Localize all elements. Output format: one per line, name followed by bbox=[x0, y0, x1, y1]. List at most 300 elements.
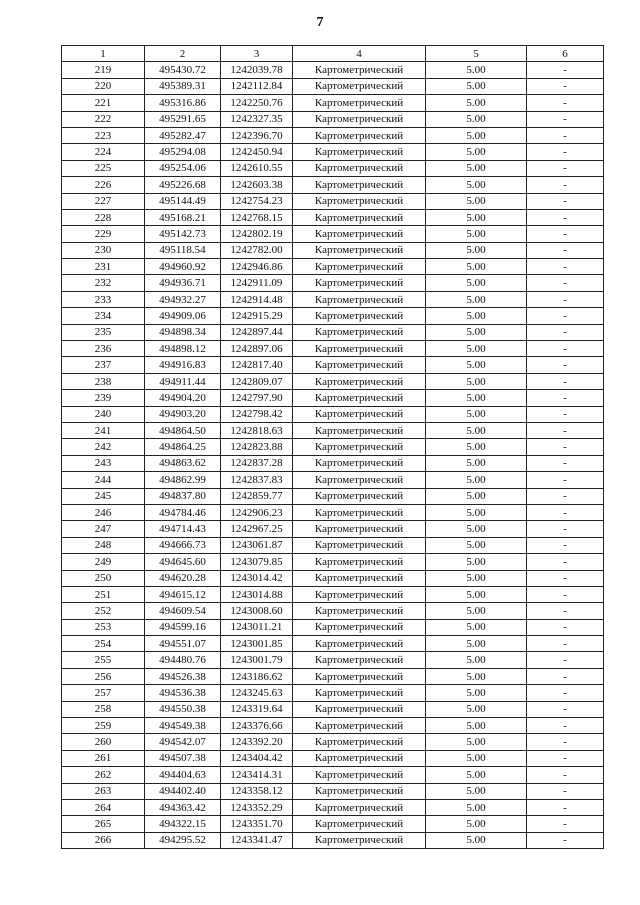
method-cell: Картометрический bbox=[293, 275, 426, 291]
method-cell: Картометрический bbox=[293, 701, 426, 717]
table-row bbox=[62, 78, 604, 94]
description-cell: - bbox=[527, 62, 604, 78]
table-row bbox=[62, 554, 604, 570]
point-number-cell: 239 bbox=[62, 390, 145, 406]
accuracy-cell: 5.00 bbox=[426, 95, 527, 111]
description-cell: - bbox=[527, 767, 604, 783]
table-row bbox=[62, 144, 604, 160]
accuracy-cell: 5.00 bbox=[426, 160, 527, 176]
x-coordinate-cell: 494536.38 bbox=[145, 685, 221, 701]
table-row bbox=[62, 209, 604, 225]
accuracy-cell: 5.00 bbox=[426, 455, 527, 471]
accuracy-cell: 5.00 bbox=[426, 127, 527, 143]
point-number-cell: 223 bbox=[62, 127, 145, 143]
point-number-cell: 251 bbox=[62, 586, 145, 602]
accuracy-cell: 5.00 bbox=[426, 832, 527, 848]
table-row bbox=[62, 783, 604, 799]
table-row bbox=[62, 816, 604, 832]
method-cell: Картометрический bbox=[293, 570, 426, 586]
y-coordinate-cell: 1242112.84 bbox=[221, 78, 293, 94]
method-cell: Картометрический bbox=[293, 439, 426, 455]
y-coordinate-cell: 1243376.66 bbox=[221, 718, 293, 734]
description-cell: - bbox=[527, 357, 604, 373]
table-row bbox=[62, 586, 604, 602]
point-number-cell: 234 bbox=[62, 308, 145, 324]
x-coordinate-cell: 495291.65 bbox=[145, 111, 221, 127]
x-coordinate-cell: 494864.25 bbox=[145, 439, 221, 455]
method-cell: Картометрический bbox=[293, 209, 426, 225]
accuracy-cell: 5.00 bbox=[426, 504, 527, 520]
table-row bbox=[62, 259, 604, 275]
accuracy-cell: 5.00 bbox=[426, 586, 527, 602]
y-coordinate-cell: 1242906.23 bbox=[221, 504, 293, 520]
method-cell: Картометрический bbox=[293, 390, 426, 406]
accuracy-cell: 5.00 bbox=[426, 193, 527, 209]
method-cell: Картометрический bbox=[293, 177, 426, 193]
x-coordinate-cell: 494542.07 bbox=[145, 734, 221, 750]
y-coordinate-cell: 1242450.94 bbox=[221, 144, 293, 160]
accuracy-cell: 5.00 bbox=[426, 177, 527, 193]
accuracy-cell: 5.00 bbox=[426, 537, 527, 553]
table-row bbox=[62, 242, 604, 258]
y-coordinate-cell: 1242327.35 bbox=[221, 111, 293, 127]
accuracy-cell: 5.00 bbox=[426, 324, 527, 340]
y-coordinate-cell: 1243014.42 bbox=[221, 570, 293, 586]
coordinates-table bbox=[61, 45, 604, 849]
y-coordinate-cell: 1242914.48 bbox=[221, 291, 293, 307]
point-number-cell: 233 bbox=[62, 291, 145, 307]
x-coordinate-cell: 494551.07 bbox=[145, 636, 221, 652]
description-cell: - bbox=[527, 275, 604, 291]
y-coordinate-cell: 1242859.77 bbox=[221, 488, 293, 504]
description-cell: - bbox=[527, 226, 604, 242]
table-row bbox=[62, 570, 604, 586]
x-coordinate-cell: 494898.34 bbox=[145, 324, 221, 340]
table-row bbox=[62, 308, 604, 324]
table-row bbox=[62, 324, 604, 340]
method-cell: Картометрический bbox=[293, 422, 426, 438]
table-row bbox=[62, 767, 604, 783]
accuracy-cell: 5.00 bbox=[426, 144, 527, 160]
point-number-cell: 245 bbox=[62, 488, 145, 504]
x-coordinate-cell: 494862.99 bbox=[145, 472, 221, 488]
point-number-cell: 256 bbox=[62, 668, 145, 684]
table-row bbox=[62, 422, 604, 438]
point-number-cell: 219 bbox=[62, 62, 145, 78]
accuracy-cell: 5.00 bbox=[426, 422, 527, 438]
method-cell: Картометрический bbox=[293, 603, 426, 619]
point-number-cell: 226 bbox=[62, 177, 145, 193]
description-cell: - bbox=[527, 603, 604, 619]
x-coordinate-cell: 494898.12 bbox=[145, 341, 221, 357]
y-coordinate-cell: 1243001.79 bbox=[221, 652, 293, 668]
y-coordinate-cell: 1243014.88 bbox=[221, 586, 293, 602]
point-number-cell: 259 bbox=[62, 718, 145, 734]
accuracy-cell: 5.00 bbox=[426, 488, 527, 504]
description-cell: - bbox=[527, 160, 604, 176]
accuracy-cell: 5.00 bbox=[426, 652, 527, 668]
x-coordinate-cell: 494837.80 bbox=[145, 488, 221, 504]
method-cell: Картометрический bbox=[293, 832, 426, 848]
description-cell: - bbox=[527, 111, 604, 127]
table-row bbox=[62, 111, 604, 127]
y-coordinate-cell: 1242897.44 bbox=[221, 324, 293, 340]
point-number-cell: 220 bbox=[62, 78, 145, 94]
table-row bbox=[62, 832, 604, 848]
description-cell: - bbox=[527, 504, 604, 520]
x-coordinate-cell: 494404.63 bbox=[145, 767, 221, 783]
accuracy-cell: 5.00 bbox=[426, 242, 527, 258]
point-number-cell: 238 bbox=[62, 373, 145, 389]
point-number-cell: 232 bbox=[62, 275, 145, 291]
accuracy-cell: 5.00 bbox=[426, 816, 527, 832]
table-row bbox=[62, 127, 604, 143]
method-cell: Картометрический bbox=[293, 554, 426, 570]
point-number-cell: 248 bbox=[62, 537, 145, 553]
method-cell: Картометрический bbox=[293, 521, 426, 537]
description-cell: - bbox=[527, 439, 604, 455]
x-coordinate-cell: 495118.54 bbox=[145, 242, 221, 258]
description-cell: - bbox=[527, 308, 604, 324]
table-row bbox=[62, 275, 604, 291]
method-cell: Картометрический bbox=[293, 193, 426, 209]
accuracy-cell: 5.00 bbox=[426, 767, 527, 783]
table-row bbox=[62, 291, 604, 307]
point-number-cell: 253 bbox=[62, 619, 145, 635]
accuracy-cell: 5.00 bbox=[426, 718, 527, 734]
y-coordinate-cell: 1242915.29 bbox=[221, 308, 293, 324]
method-cell: Картометрический bbox=[293, 127, 426, 143]
table-row bbox=[62, 718, 604, 734]
page-number: 7 bbox=[316, 15, 324, 30]
accuracy-cell: 5.00 bbox=[426, 357, 527, 373]
y-coordinate-cell: 1242967.25 bbox=[221, 521, 293, 537]
point-number-cell: 236 bbox=[62, 341, 145, 357]
method-cell: Картометрический bbox=[293, 259, 426, 275]
y-coordinate-cell: 1243352.29 bbox=[221, 799, 293, 815]
point-number-cell: 246 bbox=[62, 504, 145, 520]
accuracy-cell: 5.00 bbox=[426, 341, 527, 357]
y-coordinate-cell: 1242768.15 bbox=[221, 209, 293, 225]
x-coordinate-cell: 494599.16 bbox=[145, 619, 221, 635]
accuracy-cell: 5.00 bbox=[426, 62, 527, 78]
y-coordinate-cell: 1242782.00 bbox=[221, 242, 293, 258]
column-header-5: 5 bbox=[426, 46, 527, 62]
description-cell: - bbox=[527, 324, 604, 340]
description-cell: - bbox=[527, 127, 604, 143]
x-coordinate-cell: 494620.28 bbox=[145, 570, 221, 586]
table-row bbox=[62, 226, 604, 242]
point-number-cell: 262 bbox=[62, 767, 145, 783]
description-cell: - bbox=[527, 799, 604, 815]
method-cell: Картометрический bbox=[293, 816, 426, 832]
y-coordinate-cell: 1243245.63 bbox=[221, 685, 293, 701]
x-coordinate-cell: 494549.38 bbox=[145, 718, 221, 734]
y-coordinate-cell: 1243351.70 bbox=[221, 816, 293, 832]
description-cell: - bbox=[527, 668, 604, 684]
method-cell: Картометрический bbox=[293, 308, 426, 324]
description-cell: - bbox=[527, 209, 604, 225]
table-row bbox=[62, 193, 604, 209]
column-header-1: 1 bbox=[62, 46, 145, 62]
point-number-cell: 254 bbox=[62, 636, 145, 652]
table-row bbox=[62, 734, 604, 750]
method-cell: Картометрический bbox=[293, 341, 426, 357]
x-coordinate-cell: 494645.60 bbox=[145, 554, 221, 570]
method-cell: Картометрический bbox=[293, 111, 426, 127]
description-cell: - bbox=[527, 193, 604, 209]
point-number-cell: 264 bbox=[62, 799, 145, 815]
description-cell: - bbox=[527, 570, 604, 586]
accuracy-cell: 5.00 bbox=[426, 799, 527, 815]
y-coordinate-cell: 1243319.64 bbox=[221, 701, 293, 717]
description-cell: - bbox=[527, 242, 604, 258]
column-header-6: 6 bbox=[527, 46, 604, 62]
point-number-cell: 235 bbox=[62, 324, 145, 340]
method-cell: Картометрический bbox=[293, 619, 426, 635]
accuracy-cell: 5.00 bbox=[426, 390, 527, 406]
y-coordinate-cell: 1243414.31 bbox=[221, 767, 293, 783]
x-coordinate-cell: 494550.38 bbox=[145, 701, 221, 717]
table-row bbox=[62, 373, 604, 389]
point-number-cell: 255 bbox=[62, 652, 145, 668]
x-coordinate-cell: 494295.52 bbox=[145, 832, 221, 848]
description-cell: - bbox=[527, 373, 604, 389]
x-coordinate-cell: 494609.54 bbox=[145, 603, 221, 619]
description-cell: - bbox=[527, 685, 604, 701]
method-cell: Картометрический bbox=[293, 455, 426, 471]
point-number-cell: 244 bbox=[62, 472, 145, 488]
accuracy-cell: 5.00 bbox=[426, 291, 527, 307]
description-cell: - bbox=[527, 750, 604, 766]
table-row bbox=[62, 439, 604, 455]
point-number-cell: 265 bbox=[62, 816, 145, 832]
method-cell: Картометрический bbox=[293, 472, 426, 488]
y-coordinate-cell: 1242754.23 bbox=[221, 193, 293, 209]
description-cell: - bbox=[527, 406, 604, 422]
accuracy-cell: 5.00 bbox=[426, 783, 527, 799]
method-cell: Картометрический bbox=[293, 537, 426, 553]
point-number-cell: 258 bbox=[62, 701, 145, 717]
point-number-cell: 257 bbox=[62, 685, 145, 701]
table-row bbox=[62, 504, 604, 520]
y-coordinate-cell: 1242039.78 bbox=[221, 62, 293, 78]
accuracy-cell: 5.00 bbox=[426, 406, 527, 422]
description-cell: - bbox=[527, 259, 604, 275]
y-coordinate-cell: 1243358.12 bbox=[221, 783, 293, 799]
description-cell: - bbox=[527, 554, 604, 570]
method-cell: Картометрический bbox=[293, 324, 426, 340]
accuracy-cell: 5.00 bbox=[426, 373, 527, 389]
accuracy-cell: 5.00 bbox=[426, 570, 527, 586]
description-cell: - bbox=[527, 390, 604, 406]
method-cell: Картометрический bbox=[293, 160, 426, 176]
y-coordinate-cell: 1242946.86 bbox=[221, 259, 293, 275]
x-coordinate-cell: 495430.72 bbox=[145, 62, 221, 78]
y-coordinate-cell: 1242897.06 bbox=[221, 341, 293, 357]
y-coordinate-cell: 1243008.60 bbox=[221, 603, 293, 619]
table-row bbox=[62, 472, 604, 488]
point-number-cell: 230 bbox=[62, 242, 145, 258]
column-header-2: 2 bbox=[145, 46, 221, 62]
point-number-cell: 227 bbox=[62, 193, 145, 209]
table-header-row bbox=[62, 46, 604, 62]
point-number-cell: 247 bbox=[62, 521, 145, 537]
point-number-cell: 231 bbox=[62, 259, 145, 275]
description-cell: - bbox=[527, 341, 604, 357]
method-cell: Картометрический bbox=[293, 357, 426, 373]
y-coordinate-cell: 1242837.83 bbox=[221, 472, 293, 488]
y-coordinate-cell: 1243011.21 bbox=[221, 619, 293, 635]
accuracy-cell: 5.00 bbox=[426, 209, 527, 225]
table-row bbox=[62, 685, 604, 701]
x-coordinate-cell: 495226.68 bbox=[145, 177, 221, 193]
point-number-cell: 225 bbox=[62, 160, 145, 176]
description-cell: - bbox=[527, 537, 604, 553]
method-cell: Картометрический bbox=[293, 291, 426, 307]
accuracy-cell: 5.00 bbox=[426, 259, 527, 275]
table-row bbox=[62, 603, 604, 619]
table-row bbox=[62, 455, 604, 471]
method-cell: Картометрический bbox=[293, 242, 426, 258]
x-coordinate-cell: 495254.06 bbox=[145, 160, 221, 176]
accuracy-cell: 5.00 bbox=[426, 521, 527, 537]
y-coordinate-cell: 1242817.40 bbox=[221, 357, 293, 373]
x-coordinate-cell: 494322.15 bbox=[145, 816, 221, 832]
y-coordinate-cell: 1242818.63 bbox=[221, 422, 293, 438]
x-coordinate-cell: 494666.73 bbox=[145, 537, 221, 553]
accuracy-cell: 5.00 bbox=[426, 668, 527, 684]
column-header-4: 4 bbox=[293, 46, 426, 62]
x-coordinate-cell: 494507.38 bbox=[145, 750, 221, 766]
method-cell: Картометрический bbox=[293, 668, 426, 684]
method-cell: Картометрический bbox=[293, 799, 426, 815]
point-number-cell: 240 bbox=[62, 406, 145, 422]
point-number-cell: 242 bbox=[62, 439, 145, 455]
accuracy-cell: 5.00 bbox=[426, 685, 527, 701]
table-row bbox=[62, 488, 604, 504]
table-row bbox=[62, 406, 604, 422]
accuracy-cell: 5.00 bbox=[426, 554, 527, 570]
accuracy-cell: 5.00 bbox=[426, 619, 527, 635]
y-coordinate-cell: 1242797.90 bbox=[221, 390, 293, 406]
description-cell: - bbox=[527, 586, 604, 602]
table-row bbox=[62, 701, 604, 717]
y-coordinate-cell: 1242911.09 bbox=[221, 275, 293, 291]
y-coordinate-cell: 1243079.85 bbox=[221, 554, 293, 570]
table-row bbox=[62, 521, 604, 537]
description-cell: - bbox=[527, 783, 604, 799]
accuracy-cell: 5.00 bbox=[426, 308, 527, 324]
x-coordinate-cell: 494960.92 bbox=[145, 259, 221, 275]
y-coordinate-cell: 1243392.20 bbox=[221, 734, 293, 750]
method-cell: Картометрический bbox=[293, 685, 426, 701]
point-number-cell: 241 bbox=[62, 422, 145, 438]
description-cell: - bbox=[527, 95, 604, 111]
description-cell: - bbox=[527, 816, 604, 832]
x-coordinate-cell: 494863.62 bbox=[145, 455, 221, 471]
method-cell: Картометрический bbox=[293, 144, 426, 160]
point-number-cell: 237 bbox=[62, 357, 145, 373]
point-number-cell: 252 bbox=[62, 603, 145, 619]
table-row bbox=[62, 62, 604, 78]
method-cell: Картометрический bbox=[293, 226, 426, 242]
y-coordinate-cell: 1242823.88 bbox=[221, 439, 293, 455]
description-cell: - bbox=[527, 832, 604, 848]
accuracy-cell: 5.00 bbox=[426, 226, 527, 242]
description-cell: - bbox=[527, 177, 604, 193]
accuracy-cell: 5.00 bbox=[426, 111, 527, 127]
point-number-cell: 266 bbox=[62, 832, 145, 848]
x-coordinate-cell: 494911.44 bbox=[145, 373, 221, 389]
y-coordinate-cell: 1242802.19 bbox=[221, 226, 293, 242]
point-number-cell: 221 bbox=[62, 95, 145, 111]
x-coordinate-cell: 494402.40 bbox=[145, 783, 221, 799]
description-cell: - bbox=[527, 521, 604, 537]
point-number-cell: 222 bbox=[62, 111, 145, 127]
method-cell: Картометрический bbox=[293, 767, 426, 783]
point-number-cell: 261 bbox=[62, 750, 145, 766]
x-coordinate-cell: 495282.47 bbox=[145, 127, 221, 143]
method-cell: Картометрический bbox=[293, 488, 426, 504]
description-cell: - bbox=[527, 144, 604, 160]
x-coordinate-cell: 494903.20 bbox=[145, 406, 221, 422]
method-cell: Картометрический bbox=[293, 78, 426, 94]
table-row bbox=[62, 357, 604, 373]
description-cell: - bbox=[527, 718, 604, 734]
description-cell: - bbox=[527, 734, 604, 750]
table-row bbox=[62, 390, 604, 406]
y-coordinate-cell: 1243186.62 bbox=[221, 668, 293, 684]
point-number-cell: 229 bbox=[62, 226, 145, 242]
method-cell: Картометрический bbox=[293, 586, 426, 602]
table-row bbox=[62, 636, 604, 652]
x-coordinate-cell: 495144.49 bbox=[145, 193, 221, 209]
x-coordinate-cell: 494916.83 bbox=[145, 357, 221, 373]
description-cell: - bbox=[527, 472, 604, 488]
x-coordinate-cell: 494615.12 bbox=[145, 586, 221, 602]
method-cell: Картометрический bbox=[293, 718, 426, 734]
method-cell: Картометрический bbox=[293, 373, 426, 389]
x-coordinate-cell: 494784.46 bbox=[145, 504, 221, 520]
accuracy-cell: 5.00 bbox=[426, 603, 527, 619]
description-cell: - bbox=[527, 291, 604, 307]
point-number-cell: 250 bbox=[62, 570, 145, 586]
point-number-cell: 228 bbox=[62, 209, 145, 225]
table-row bbox=[62, 619, 604, 635]
accuracy-cell: 5.00 bbox=[426, 78, 527, 94]
accuracy-cell: 5.00 bbox=[426, 750, 527, 766]
table-row bbox=[62, 160, 604, 176]
y-coordinate-cell: 1242603.38 bbox=[221, 177, 293, 193]
x-coordinate-cell: 495316.86 bbox=[145, 95, 221, 111]
table-row bbox=[62, 341, 604, 357]
point-number-cell: 260 bbox=[62, 734, 145, 750]
x-coordinate-cell: 495142.73 bbox=[145, 226, 221, 242]
table-row bbox=[62, 652, 604, 668]
point-number-cell: 243 bbox=[62, 455, 145, 471]
accuracy-cell: 5.00 bbox=[426, 636, 527, 652]
method-cell: Картометрический bbox=[293, 636, 426, 652]
method-cell: Картометрический bbox=[293, 750, 426, 766]
description-cell: - bbox=[527, 488, 604, 504]
accuracy-cell: 5.00 bbox=[426, 734, 527, 750]
x-coordinate-cell: 495389.31 bbox=[145, 78, 221, 94]
accuracy-cell: 5.00 bbox=[426, 439, 527, 455]
x-coordinate-cell: 494864.50 bbox=[145, 422, 221, 438]
y-coordinate-cell: 1242798.42 bbox=[221, 406, 293, 422]
point-number-cell: 263 bbox=[62, 783, 145, 799]
